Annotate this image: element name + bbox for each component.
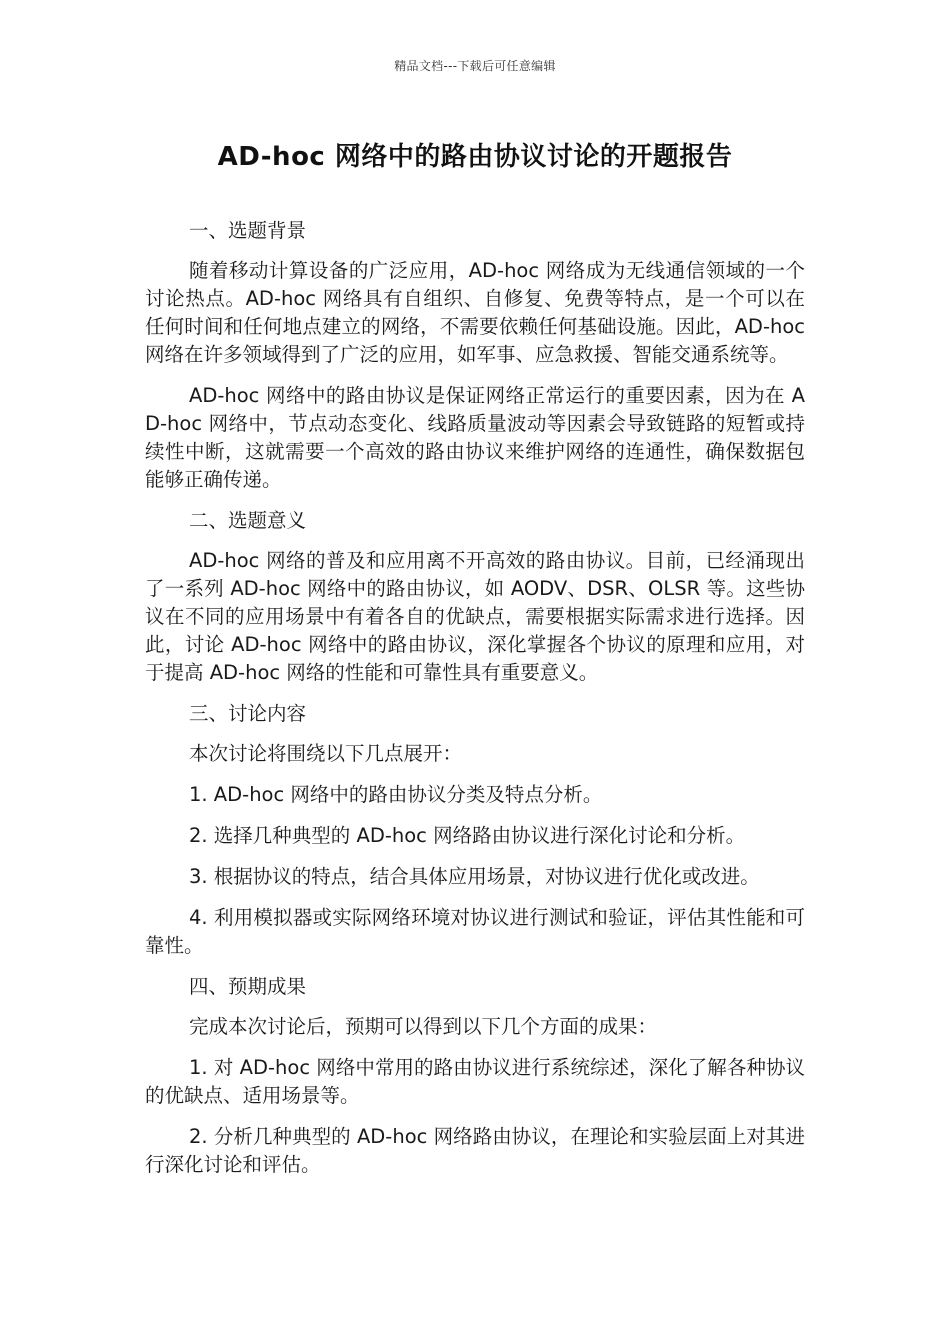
paragraph-significance: AD-hoc 网络的普及和应用离不开高效的路由协议。目前，已经涌现出了一系列 AD-hoc 网络中的路由协议，如 AODV、DSR、OLSR 等。这些协议在不同的应用场景中有着各自的优缺点，需要根据实际需求进行选择。因此，讨论 AD-hoc 网络中的路由协议，深化掌握各个协议的原理和应用，对于提高 AD-hoc 网络的性能和可靠性具有重要意义。 xyxy=(145,549,805,684)
section-heading-background: 一、选题背景 xyxy=(189,219,307,242)
document-body xyxy=(145,217,805,1192)
section-heading-significance: 二、选题意义 xyxy=(189,509,307,532)
paragraph-content-intro: 本次讨论将围绕以下几点展开： xyxy=(189,742,463,765)
list-item-content-2: 2. 选择几种典型的 AD-hoc 网络路由协议进行深化讨论和分析。 xyxy=(189,824,746,847)
list-item-content-1: 1. AD-hoc 网络中的路由协议分类及特点分析。 xyxy=(189,783,603,806)
list-item-outcome-2: 2. 分析几种典型的 AD-hoc 网络路由协议，在理论和实验层面上对其进行深化讨论和评估。 xyxy=(145,1125,805,1176)
section-heading-content: 三、讨论内容 xyxy=(189,702,307,725)
section-heading-outcomes: 四、预期成果 xyxy=(189,975,307,998)
list-item-outcome-1: 1. 对 AD-hoc 网络中常用的路由协议进行系统综述，深化了解各种协议的优缺点、适用场景等。 xyxy=(145,1056,805,1107)
list-item-content-4: 4. 利用模拟器或实际网络环境对协议进行测试和验证，评估其性能和可靠性。 xyxy=(145,906,805,957)
document-title: AD-hoc 网络中的路由协议讨论的开题报告 xyxy=(217,142,733,172)
paragraph-background-1: 随着移动计算设备的广泛应用，AD-hoc 网络成为无线通信领域的一个讨论热点。AD-hoc 网络具有自组织、自修复、免费等特点，是一个可以在任何时间和任何地点建立的网络，不需要依赖任何基础设施。因此，AD-hoc 网络在许多领域得到了广泛的应用，如军事、应急救援、智能交通系统等。 xyxy=(145,259,805,366)
list-item-content-3: 3. 根据协议的特点，结合具体应用场景，对协议进行优化或改进。 xyxy=(189,865,760,888)
header-note: 精品文档---下载后可任意编辑 xyxy=(394,59,556,73)
paragraph-background-2: AD-hoc 网络中的路由协议是保证网络正常运行的重要因素，因为在 AD-hoc 网络中，节点动态变化、线路质量波动等因素会导致链路的短暂或持续性中断，这就需要一个高效的路由协议来维护网络的连通性，确保数据包能够正确传递。 xyxy=(145,384,805,491)
paragraph-outcomes-intro: 完成本次讨论后，预期可以得到以下几个方面的成果： xyxy=(189,1015,658,1038)
